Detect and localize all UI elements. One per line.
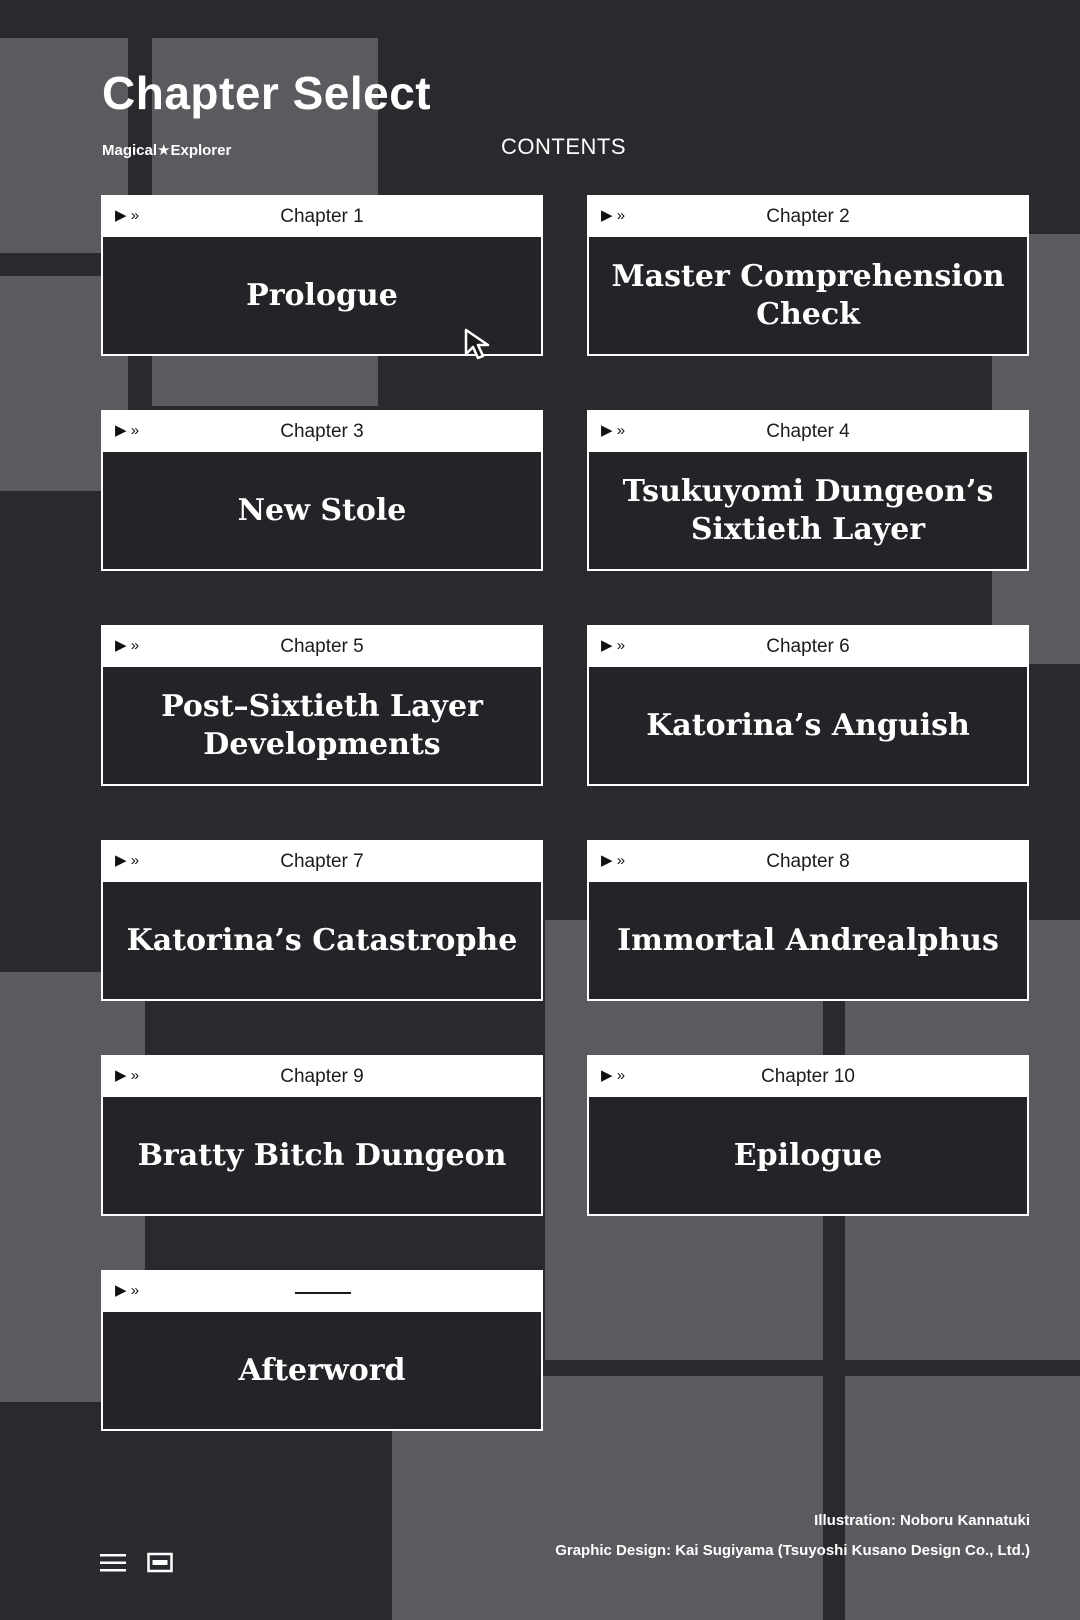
play-forward-icon: ▶ »	[601, 207, 626, 224]
chapter-card-8[interactable]	[587, 840, 1029, 1001]
chapter-number: Chapter 6	[766, 636, 850, 657]
card-header	[103, 627, 541, 667]
play-forward-icon: ▶ »	[601, 637, 626, 654]
chapter-title: Katorina’s Catastrophe	[126, 922, 518, 958]
afterword-card[interactable]	[101, 1270, 543, 1431]
chapter-card-5[interactable]	[101, 625, 543, 786]
hamburger-menu-icon[interactable]	[100, 1552, 128, 1574]
card-header	[589, 1057, 1027, 1097]
chapter-number: Chapter 2	[766, 206, 850, 227]
chapter-card-10[interactable]	[587, 1055, 1029, 1216]
chapter-number: Chapter 5	[280, 636, 364, 657]
chapter-title: Afterword	[238, 1352, 406, 1388]
card-header	[103, 197, 541, 237]
chapter-title: Master Comprehension Check	[611, 258, 1005, 332]
play-forward-icon: ▶ »	[115, 1067, 140, 1084]
chapter-number: Chapter 4	[766, 421, 850, 442]
chapter-title: Epilogue	[733, 1137, 883, 1173]
card-header	[589, 842, 1027, 882]
chapter-card-3[interactable]	[101, 410, 543, 571]
card-header	[589, 412, 1027, 452]
card-header	[589, 197, 1027, 237]
chapter-title: New Stole	[237, 492, 407, 528]
play-forward-icon: ▶ »	[115, 422, 140, 439]
chapter-card-6[interactable]	[587, 625, 1029, 786]
chapter-number: Chapter 10	[760, 1066, 855, 1087]
graphic-design-credit: Graphic Design: Kai Sugiyama (Tsuyoshi Kusano Design Co., Ltd.)	[555, 1542, 1030, 1559]
page-title: Chapter Select	[102, 67, 432, 119]
window-icon[interactable]	[147, 1552, 175, 1574]
card-header	[103, 842, 541, 882]
chapter-title: Post–Sixtieth Layer Developments	[161, 688, 483, 762]
chapter-title: Katorina’s Anguish	[646, 707, 970, 743]
card-header	[103, 412, 541, 452]
chapter-title: Tsukuyomi Dungeon’s Sixtieth Layer	[622, 473, 994, 547]
play-forward-icon: ▶ »	[115, 637, 140, 654]
card-header	[103, 1272, 541, 1312]
chapter-card-4[interactable]	[587, 410, 1029, 571]
play-forward-icon: ▶ »	[115, 207, 140, 224]
play-forward-icon: ▶ »	[115, 852, 140, 869]
chapter-title: Immortal Andrealphus	[617, 922, 999, 958]
play-forward-icon: ▶ »	[601, 422, 626, 439]
card-header	[103, 1057, 541, 1097]
chapter-number-dash	[295, 1292, 351, 1294]
chapter-number: Chapter 9	[280, 1066, 364, 1087]
contents-label: CONTENTS	[501, 134, 626, 159]
bg-tile	[845, 1376, 1080, 1620]
illustration-credit: Illustration: Noboru Kannatuki	[814, 1512, 1030, 1529]
chapter-number: Chapter 7	[280, 851, 364, 872]
chapter-card-2[interactable]	[587, 195, 1029, 356]
chapter-number: Chapter 8	[766, 851, 850, 872]
play-forward-icon: ▶ »	[115, 1282, 140, 1299]
chapter-title: Bratty Bitch Dungeon	[137, 1137, 507, 1173]
play-forward-icon: ▶ »	[601, 1067, 626, 1084]
play-forward-icon: ▶ »	[601, 852, 626, 869]
chapter-title: Prologue	[246, 277, 398, 313]
series-subtitle: Magical★Explorer	[102, 142, 232, 159]
chapter-number: Chapter 1	[280, 206, 364, 227]
chapter-number: Chapter 3	[280, 421, 364, 442]
card-header	[589, 627, 1027, 667]
mouse-cursor-icon	[464, 328, 504, 368]
chapter-card-7[interactable]	[101, 840, 543, 1001]
chapter-card-9[interactable]	[101, 1055, 543, 1216]
credits	[555, 1506, 1030, 1566]
